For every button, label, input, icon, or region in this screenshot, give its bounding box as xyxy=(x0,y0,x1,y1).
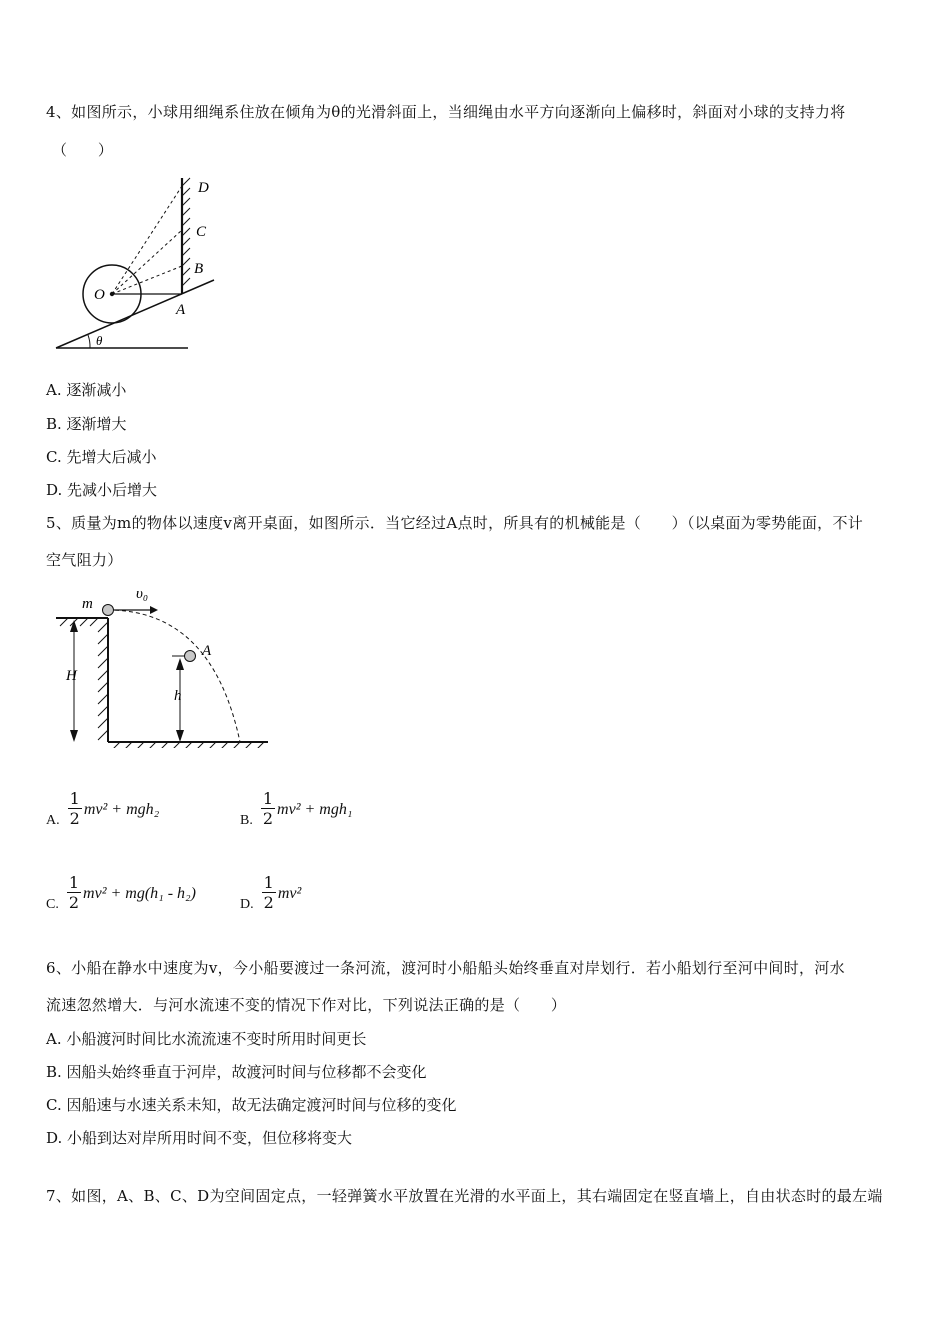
q5-option-a xyxy=(46,790,159,829)
q5-label-h: h xyxy=(174,688,182,704)
q5-option-a-label: A. xyxy=(46,813,60,828)
q5-label-m: m xyxy=(82,596,93,612)
q6-option-b: B. 因船头始终垂直于河岸，故渡河时间与位移都不会变化 xyxy=(46,1063,427,1081)
q5-option-b xyxy=(240,790,352,829)
q6-stem-line1: 6、小船在静水中速度为v，今小船要渡过一条河流，渡河时小船船头始终垂直对岸划行．若小船划行至河中间时，河水 xyxy=(46,959,845,977)
q5-option-c-expr: mv² + mg(h₁ - h₂) xyxy=(83,884,196,902)
q4-stem-line1: 4、如图所示，小球用细绳系住放在倾角为θ的光滑斜面上，当细绳由水平方向逐渐向上偏移时，斜面对小球的支持力将 xyxy=(46,103,846,121)
q4-label-B: B xyxy=(194,261,204,277)
q5-option-a-num: 1 xyxy=(69,789,80,808)
q4-option-d: D. 先减小后增大 xyxy=(46,481,158,499)
q5-stem-line1: 5、质量为m的物体以速度v离开桌面，如图所示．当它经过A点时，所具有的机械能是（ ）（以桌面为零势能面，不计 xyxy=(46,514,864,532)
q6-option-d: D. 小船到达对岸所用时间不变，但位移将变大 xyxy=(46,1129,353,1147)
q5-option-d xyxy=(240,874,301,913)
q5-option-c-den: 2 xyxy=(68,893,80,912)
q5-option-a-expr: mv² + mgh₂ xyxy=(83,800,160,818)
q4-label-D: D xyxy=(198,180,209,196)
q5-option-d-den: 2 xyxy=(263,893,274,912)
q5-option-b-expr: mv² + mgh₁ xyxy=(277,800,353,818)
q4-label-O: O xyxy=(94,287,105,303)
q5-figure xyxy=(52,580,272,748)
q7-stem-line1: 7、如图，A、B、C、D为空间固定点，一轻弹簧水平放置在光滑的水平面上，其右端固定在竖直墙上，自由状态时的最左端 xyxy=(46,1187,883,1205)
q4-figure xyxy=(50,172,230,358)
q5-option-c-num: 1 xyxy=(68,873,80,892)
q4-stem-line2: （ ） xyxy=(52,141,114,159)
q5-stem-line2: 空气阻力） xyxy=(46,551,123,569)
q4-label-A: A xyxy=(176,302,186,318)
q4-option-a: A. 逐渐减小 xyxy=(46,381,127,399)
q5-option-a-den: 2 xyxy=(69,809,80,828)
q5-label-H: H xyxy=(66,668,77,684)
q5-option-c xyxy=(46,874,196,913)
q5-label-v0: υ₀ xyxy=(136,586,149,602)
q4-option-b: B. 逐渐增大 xyxy=(46,415,127,433)
q5-option-b-num: 1 xyxy=(262,789,274,808)
q5-option-d-label: D. xyxy=(240,897,254,912)
q5-label-A: A xyxy=(202,643,212,659)
q5-option-b-den: 2 xyxy=(262,809,274,828)
q5-option-d-expr: mv² xyxy=(277,884,302,902)
q5-option-d-num: 1 xyxy=(263,873,274,892)
q6-option-c: C. 因船速与水速关系未知，故无法确定渡河时间与位移的变化 xyxy=(46,1096,457,1114)
q4-label-C: C xyxy=(196,224,207,240)
q4-label-theta: θ xyxy=(96,333,103,348)
q6-option-a: A. 小船渡河时间比水流流速不变时所用时间更长 xyxy=(46,1030,367,1048)
q4-option-c: C. 先增大后减小 xyxy=(46,448,157,466)
q5-option-c-label: C. xyxy=(46,897,59,912)
q5-option-b-label: B. xyxy=(240,813,253,828)
q6-stem-line2: 流速忽然增大．与河水流速不变的情况下作对比，下列说法正确的是（ ） xyxy=(46,996,567,1014)
